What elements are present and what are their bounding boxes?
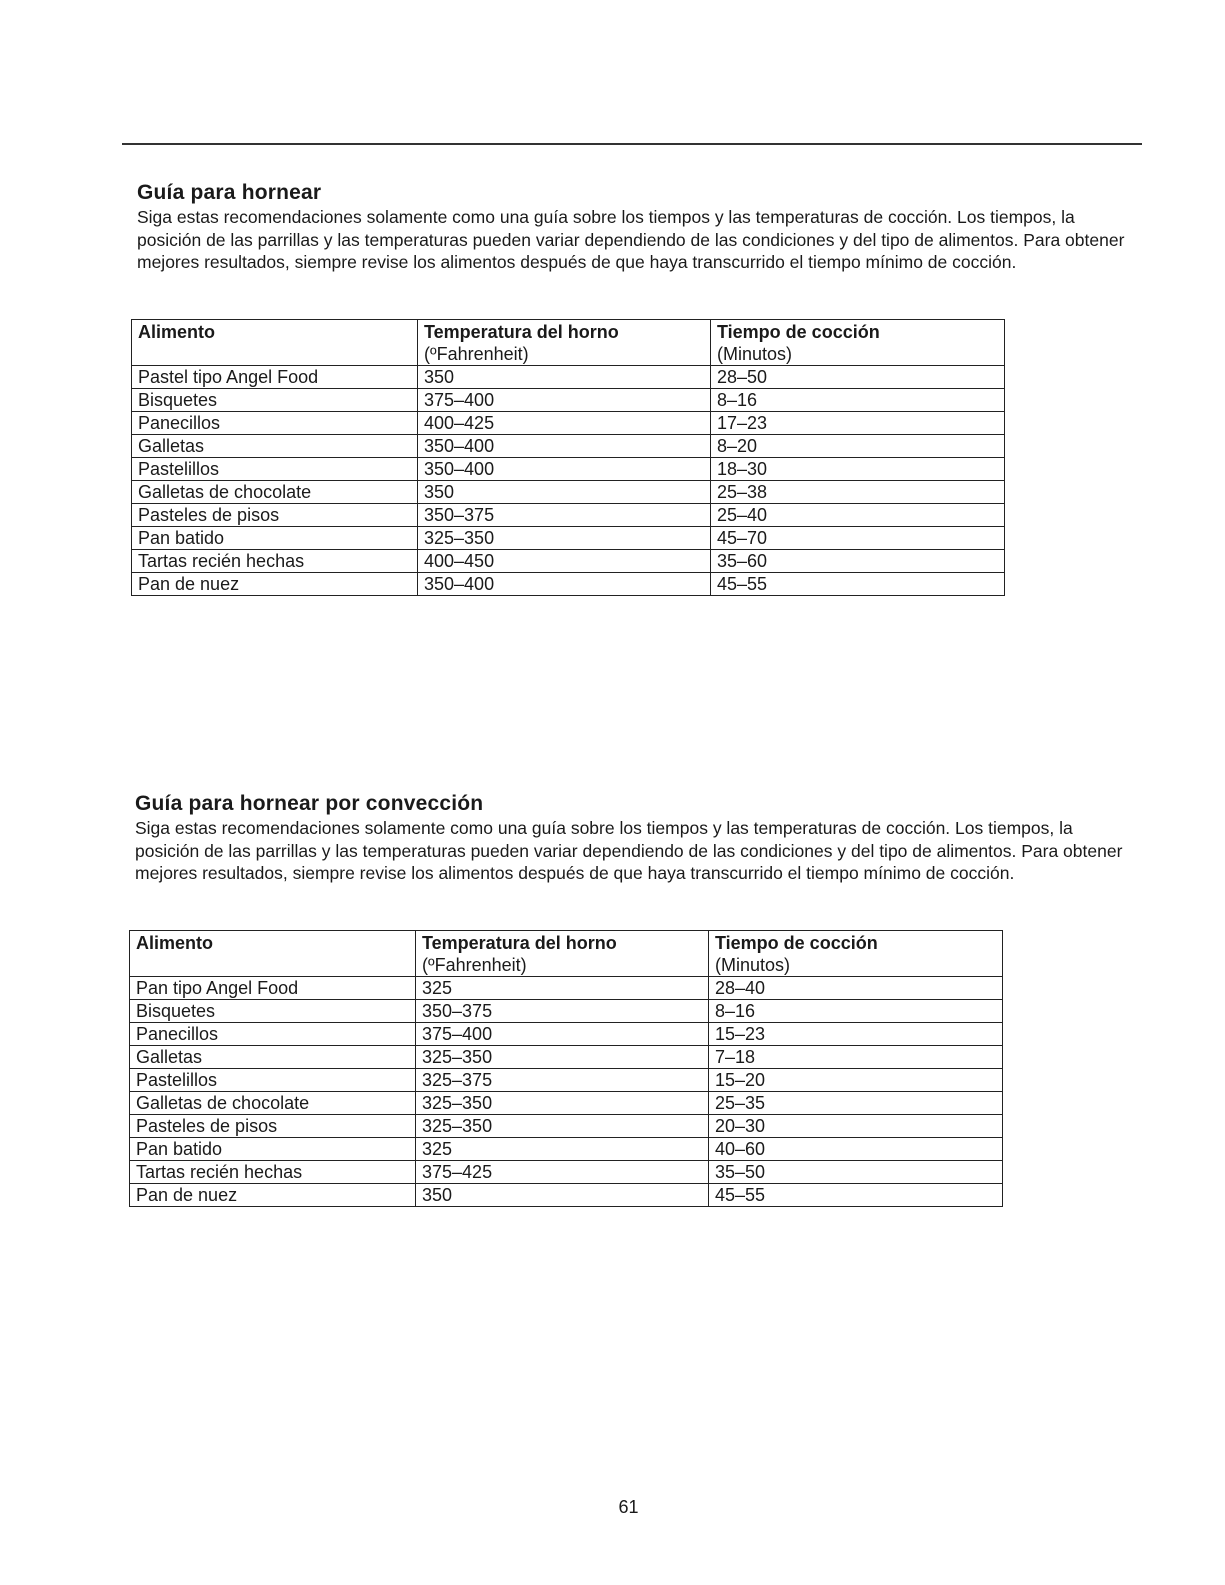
section-title: Guía para hornear por convección bbox=[135, 792, 484, 815]
temperature-cell: 375–400 bbox=[418, 389, 711, 412]
time-cell: 35–50 bbox=[709, 1161, 1003, 1184]
time-cell: 28–50 bbox=[711, 366, 1005, 389]
time-cell: 15–23 bbox=[709, 1023, 1003, 1046]
food-cell: Pasteles de pisos bbox=[132, 504, 418, 527]
temperature-cell: 350–400 bbox=[418, 573, 711, 596]
table-row bbox=[130, 1115, 1003, 1138]
temperature-cell: 350 bbox=[418, 481, 711, 504]
food-cell: Tartas recién hechas bbox=[132, 550, 418, 573]
time-cell: 25–35 bbox=[709, 1092, 1003, 1115]
temperature-cell: 350 bbox=[418, 366, 711, 389]
table-row bbox=[130, 1023, 1003, 1046]
table-header-row bbox=[132, 320, 1005, 366]
temperature-cell: 400–450 bbox=[418, 550, 711, 573]
baking-guide-section bbox=[0, 180, 1225, 594]
food-cell: Pan batido bbox=[130, 1138, 416, 1161]
time-cell: 8–16 bbox=[709, 1000, 1003, 1023]
temperature-cell: 350 bbox=[416, 1184, 709, 1207]
header-food bbox=[130, 931, 416, 977]
page-number: 61 bbox=[618, 1497, 639, 1517]
temperature-cell: 325–350 bbox=[416, 1092, 709, 1115]
header-food-label: Alimento bbox=[136, 933, 214, 953]
table-row bbox=[130, 1046, 1003, 1069]
convection-baking-guide-section bbox=[0, 791, 1225, 1205]
food-cell: Pan batido bbox=[132, 527, 418, 550]
food-cell: Panecillos bbox=[132, 412, 418, 435]
header-time bbox=[709, 931, 1003, 977]
baking-guide-table bbox=[131, 319, 1005, 596]
temperature-cell: 325 bbox=[416, 1138, 709, 1161]
table-row bbox=[130, 977, 1003, 1000]
food-cell: Pan de nuez bbox=[130, 1184, 416, 1207]
table-header-row bbox=[130, 931, 1003, 977]
temperature-cell: 350–400 bbox=[418, 458, 711, 481]
temperature-cell: 325–350 bbox=[418, 527, 711, 550]
table-row bbox=[132, 389, 1005, 412]
temperature-cell: 350–375 bbox=[418, 504, 711, 527]
time-cell: 45–70 bbox=[711, 527, 1005, 550]
table-row bbox=[132, 366, 1005, 389]
header-temperature bbox=[416, 931, 709, 977]
table-row bbox=[132, 458, 1005, 481]
table-row bbox=[130, 1000, 1003, 1023]
header-time-label: Tiempo de cocción bbox=[717, 322, 880, 342]
table-row bbox=[132, 573, 1005, 596]
table-row bbox=[130, 1184, 1003, 1207]
time-cell: 25–38 bbox=[711, 481, 1005, 504]
header-time-unit: (Minutos) bbox=[717, 344, 793, 364]
table-row bbox=[130, 1138, 1003, 1161]
table-row bbox=[132, 504, 1005, 527]
food-cell: Bisquetes bbox=[130, 1000, 416, 1023]
temperature-cell: 325 bbox=[416, 977, 709, 1000]
food-cell: Tartas recién hechas bbox=[130, 1161, 416, 1184]
food-cell: Galletas de chocolate bbox=[130, 1092, 416, 1115]
temperature-cell: 375–425 bbox=[416, 1161, 709, 1184]
table-row bbox=[132, 481, 1005, 504]
header-food bbox=[132, 320, 418, 366]
time-cell: 25–40 bbox=[711, 504, 1005, 527]
temperature-cell: 325–375 bbox=[416, 1069, 709, 1092]
food-cell: Bisquetes bbox=[132, 389, 418, 412]
table-row bbox=[132, 550, 1005, 573]
section-title: Guía para hornear bbox=[137, 181, 322, 204]
table-row bbox=[132, 435, 1005, 458]
food-cell: Pastelillos bbox=[130, 1069, 416, 1092]
header-temperature-label: Temperatura del horno bbox=[422, 933, 617, 953]
table-row bbox=[132, 527, 1005, 550]
food-cell: Galletas bbox=[132, 435, 418, 458]
time-cell: 45–55 bbox=[709, 1184, 1003, 1207]
header-time bbox=[711, 320, 1005, 366]
temperature-cell: 350–400 bbox=[418, 435, 711, 458]
food-cell: Pastelillos bbox=[132, 458, 418, 481]
header-temperature-unit: (ºFahrenheit) bbox=[422, 955, 527, 975]
food-cell: Pasteles de pisos bbox=[130, 1115, 416, 1138]
time-cell: 45–55 bbox=[711, 573, 1005, 596]
header-rule bbox=[122, 143, 1142, 145]
convection-baking-guide-table bbox=[129, 930, 1003, 1207]
temperature-cell: 350–375 bbox=[416, 1000, 709, 1023]
temperature-cell: 325–350 bbox=[416, 1046, 709, 1069]
header-food-label: Alimento bbox=[138, 322, 216, 342]
header-temperature-unit: (ºFahrenheit) bbox=[424, 344, 529, 364]
time-cell: 7–18 bbox=[709, 1046, 1003, 1069]
header-temperature bbox=[418, 320, 711, 366]
time-cell: 35–60 bbox=[711, 550, 1005, 573]
section-description: Siga estas recomendaciones solamente como una guía sobre los tiempos y las temperaturas de cocción. Los tiempos, la posición de las parrillas y las temperaturas pueden variar dependiendo de las condiciones y del tipo de alimentos. Para obtener mejores resultados, siempre revise los alimentos después de que haya transcurrido el tiempo mínimo de cocción. bbox=[135, 818, 1123, 883]
time-cell: 17–23 bbox=[711, 412, 1005, 435]
food-cell: Pan de nuez bbox=[132, 573, 418, 596]
section-description: Siga estas recomendaciones solamente como una guía sobre los tiempos y las temperaturas de cocción. Los tiempos, la posición de las parrillas y las temperaturas pueden variar dependiendo de las condiciones y del tipo de alimentos. Para obtener mejores resultados, siempre revise los alimentos después de que haya transcurrido el tiempo mínimo de cocción. bbox=[137, 207, 1125, 272]
header-time-unit: (Minutos) bbox=[715, 955, 791, 975]
table-row bbox=[130, 1092, 1003, 1115]
table-row bbox=[130, 1161, 1003, 1184]
time-cell: 20–30 bbox=[709, 1115, 1003, 1138]
time-cell: 8–16 bbox=[711, 389, 1005, 412]
time-cell: 15–20 bbox=[709, 1069, 1003, 1092]
food-cell: Galletas bbox=[130, 1046, 416, 1069]
food-cell: Pan tipo Angel Food bbox=[130, 977, 416, 1000]
time-cell: 40–60 bbox=[709, 1138, 1003, 1161]
food-cell: Galletas de chocolate bbox=[132, 481, 418, 504]
temperature-cell: 325–350 bbox=[416, 1115, 709, 1138]
food-cell: Panecillos bbox=[130, 1023, 416, 1046]
table-row bbox=[132, 412, 1005, 435]
food-cell: Pastel tipo Angel Food bbox=[132, 366, 418, 389]
time-cell: 8–20 bbox=[711, 435, 1005, 458]
temperature-cell: 375–400 bbox=[416, 1023, 709, 1046]
header-time-label: Tiempo de cocción bbox=[715, 933, 878, 953]
table-row bbox=[130, 1069, 1003, 1092]
temperature-cell: 400–425 bbox=[418, 412, 711, 435]
time-cell: 28–40 bbox=[709, 977, 1003, 1000]
header-temperature-label: Temperatura del horno bbox=[424, 322, 619, 342]
time-cell: 18–30 bbox=[711, 458, 1005, 481]
